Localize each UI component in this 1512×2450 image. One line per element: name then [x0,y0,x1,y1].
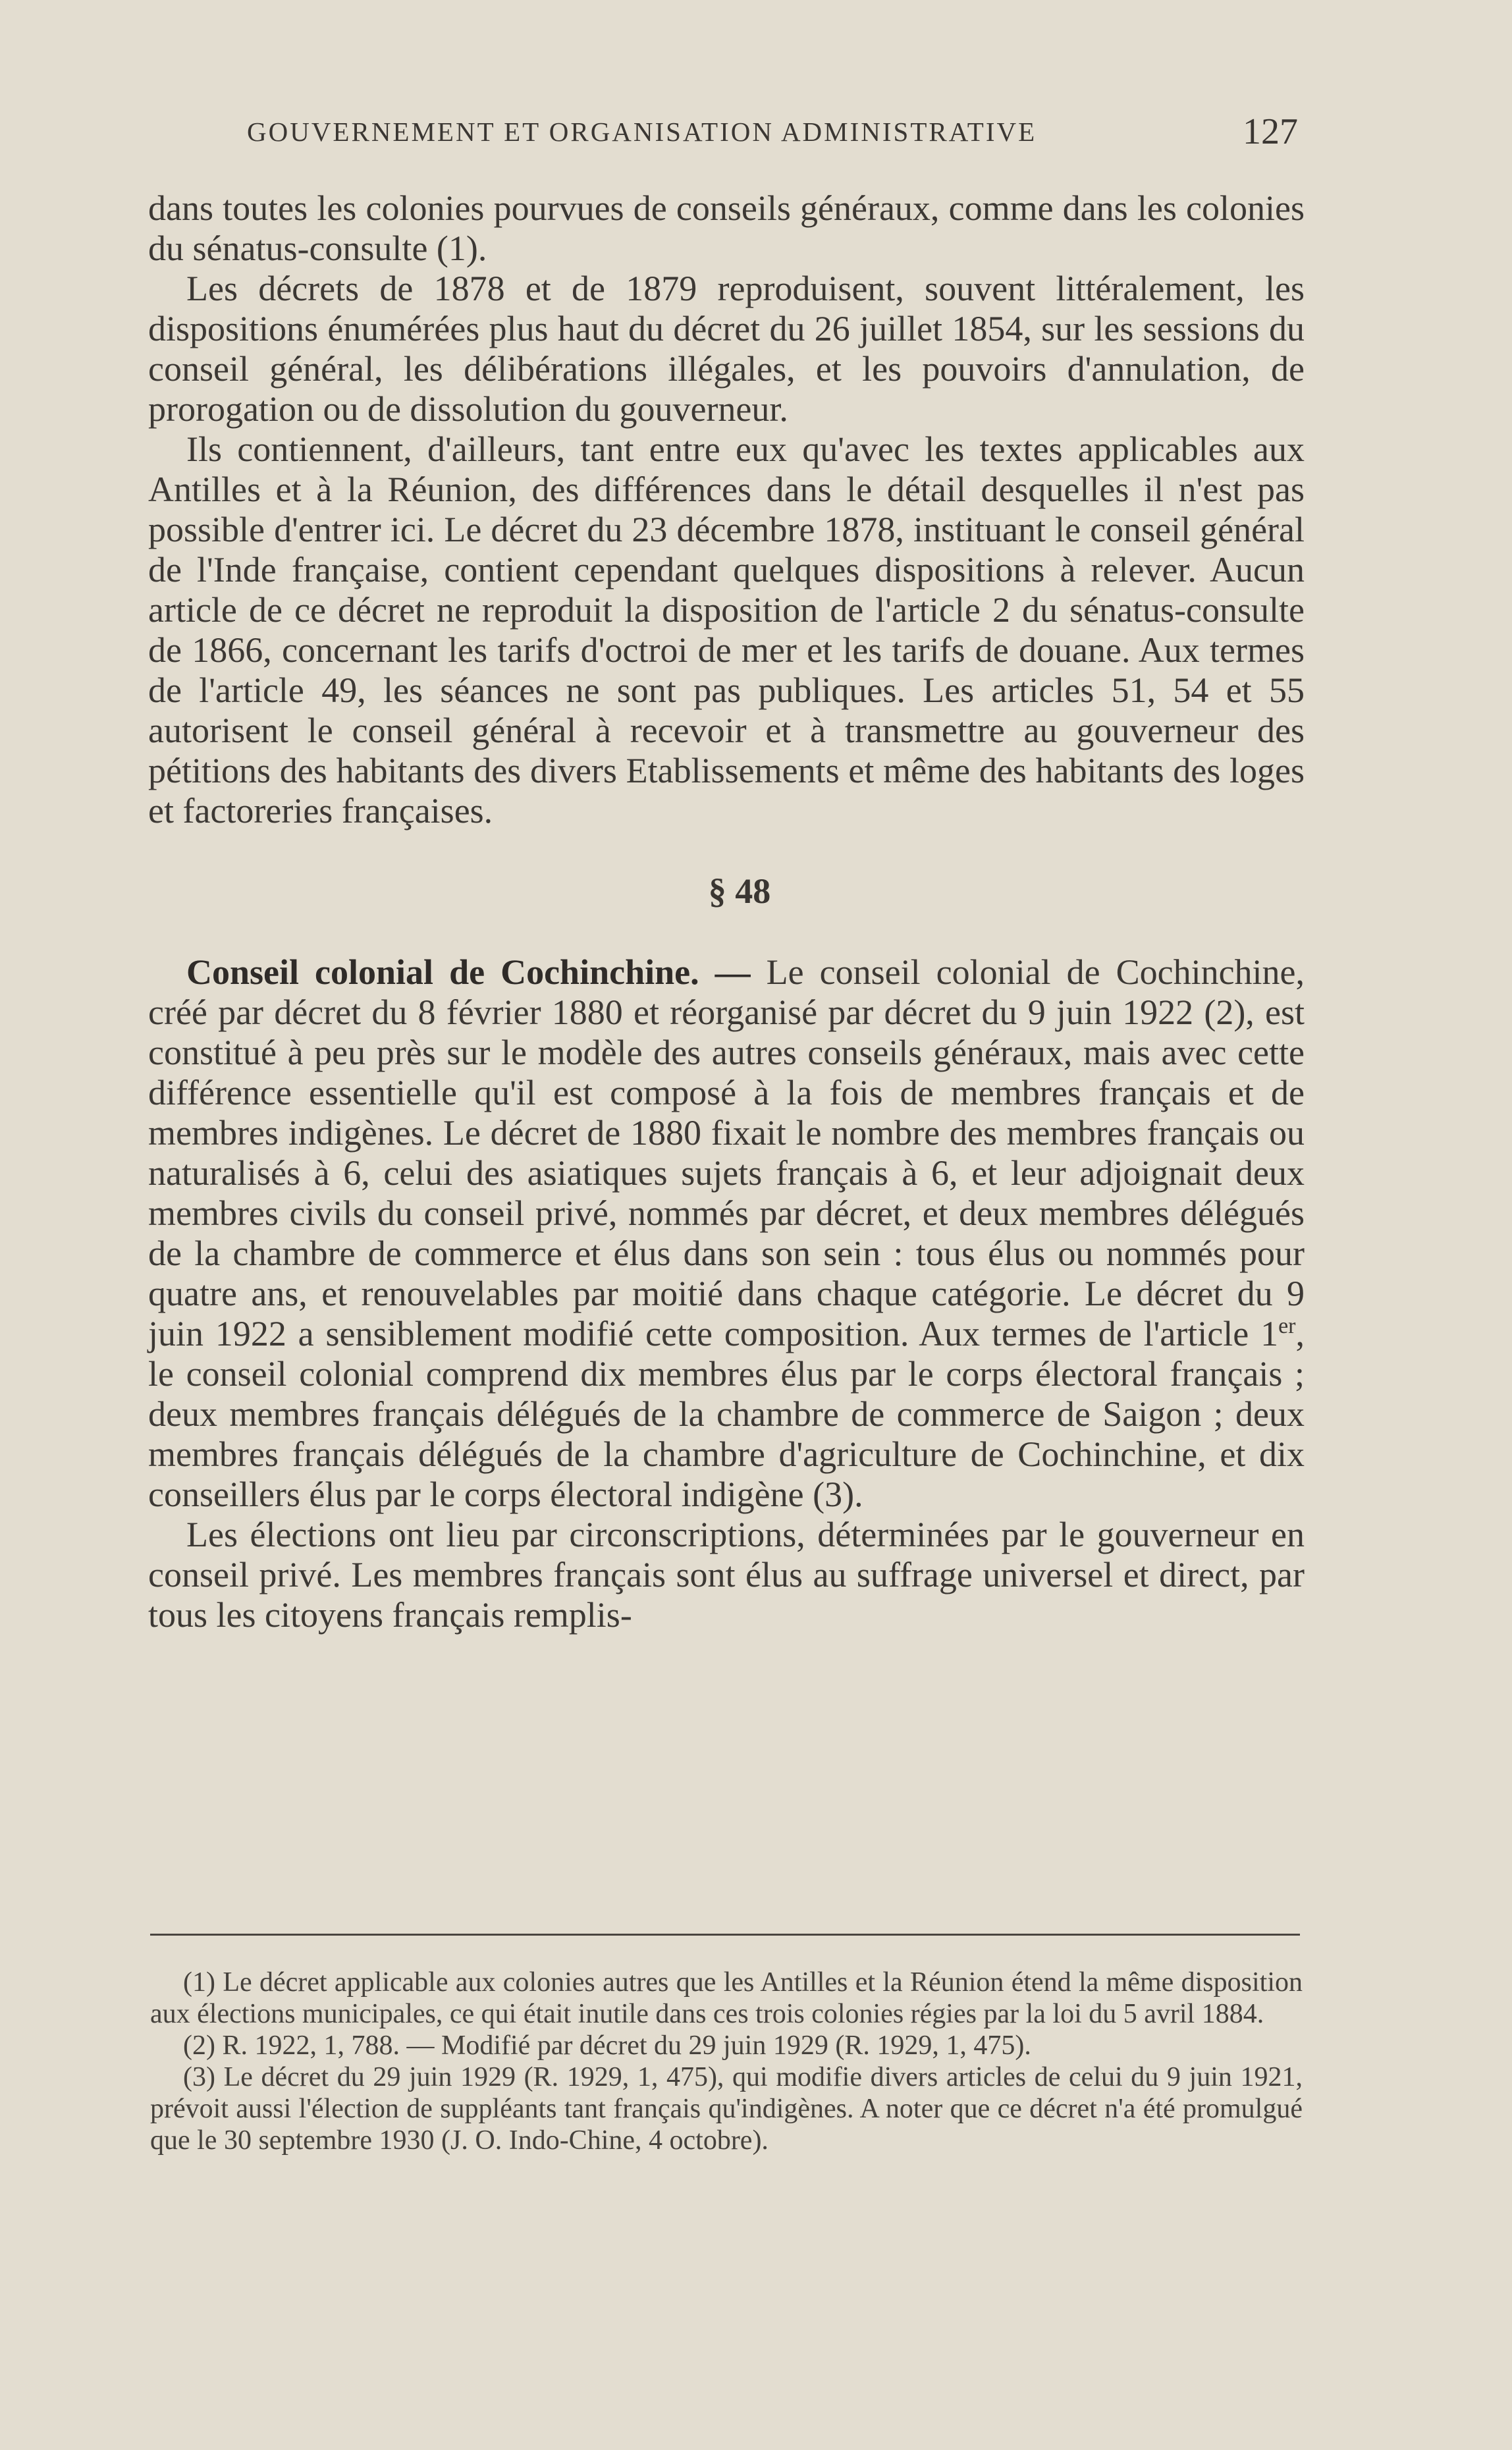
paragraph-differences: Ils contiennent, d'ailleurs, tant entre eux qu'avec les textes applicables aux Antilles et à la Réunion, des différences dans le détail desquelles il n'est pas possible d'entrer ici. Le décret du 23 décembre 1878, instituant le conseil général de l'Inde française, contient cependant quelques dispositions à relever. Aucun article de ce décret ne reproduit la disposition de l'article 2 du sénatus-consulte de 1866, concernant les tarifs d'octroi de mer et les tarifs de douane. Aux termes de l'article 49, les séances ne sont pas publiques. Les articles 51, 54 et 55 autorisent le conseil général à recevoir et à transmettre au gouverneur des pétitions des habitants des divers Etablissements et même des habitants des loges et factoreries françaises. [148,429,1305,830]
paragraph-elections: Les élections ont lieu par circonscriptions, déterminées par le gouverneur en conseil privé. Les membres français sont élus au suffrage universel et direct, par tous les citoyens français remplis- [148,1515,1305,1635]
footnote-3: (3) Le décret du 29 juin 1929 (R. 1929, 1, 475), qui modifie divers articles de celui du 9 juin 1921, prévoit aussi l'élection de suppléants tant français qu'indigènes. A noter que ce décret n'a été promulgué que le 30 septembre 1930 (J. O. Indo-Chine, 4 octobre). [150,2062,1303,2156]
paragraph-text: Le conseil colonial de Cochinchine, créé par décret du 8 février 1880 et réorganisé par décret du 9 juin 1922 (2), est constitué à peu près sur le modèle des autres conseils généraux, mais avec cette différence essentielle qu'il est composé à la fois de membres français et de membres indigènes. Le décret de 1880 fixait le nombre des membres français ou naturalisés à 6, celui des asiatiques sujets français à 6, et leur adjoignait deux membres civils du conseil privé, nommés par décret, et deux membres délégués de la chambre de commerce et élus dans son sein : tous élus ou nommés pour quatre ans, et renouvelables par moitié dans chaque catégorie. Le décret du 9 juin 1922 a sensiblement modifié cette composition. Aux termes de l'article 1 [148,952,1305,1353]
body-text [148,188,1305,1635]
footnote-2: (2) R. 1922, 1, 788. — Modifié par décret du 29 juin 1929 (R. 1929, 1, 475). [183,2030,1031,2061]
paragraph-continuation: dans toutes les colonies pourvues de conseils généraux, comme dans les colonies du sénatus-consulte (1). [148,188,1305,268]
footnote-rule [150,1934,1300,1936]
paragraph-decrees: Les décrets de 1878 et de 1879 reproduisent, souvent littéralement, les dispositions énumérées plus haut du décret du 26 juillet 1854, sur les sessions du conseil général, les délibérations illégales, et les pouvoirs d'annulation, de prorogation ou de dissolution du gouverneur. [148,269,1305,429]
running-head [247,111,1298,157]
superscript: er [1278,1314,1296,1338]
paragraph-text: , le conseil colonial comprend dix membres élus par le corps électoral français ; deux membres français délégués de la chambre de commerce de Saigon ; deux membres français délégués de la chambre d'agriculture de Cochinchine, et dix conseillers élus par le corps électoral indigène (3). [148,1314,1305,1514]
page-number: 127 [1243,111,1298,152]
running-title: GOUVERNEMENT ET ORGANISATION ADMINISTRATIVE [247,117,1037,147]
section-heading: § 48 [708,871,771,911]
footnote-1: (1) Le décret applicable aux colonies autres que les Antilles et la Réunion étend la même disposition aux élections municipales, ce qui était inutile dans ces trois colonies régies par la loi du 5 avril 1884. [150,1967,1303,2029]
paragraph-conseil-colonial [148,952,1305,1515]
section-lead-title: Conseil colonial de Cochinchine. — [186,952,751,992]
footnotes [150,1967,1303,2156]
